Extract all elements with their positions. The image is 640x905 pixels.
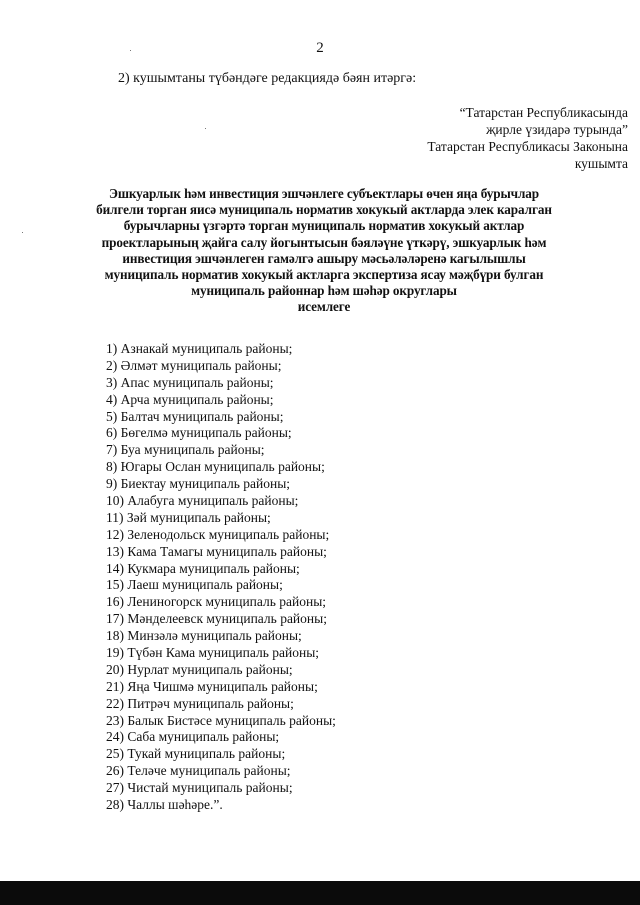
list-item: 20) Нурлат муниципаль районы;	[106, 661, 293, 677]
list-item: 15) Лаеш муниципаль районы;	[106, 577, 283, 593]
page-number: 2	[316, 40, 324, 56]
list-item: 10) Алабуга муниципаль районы;	[106, 493, 299, 509]
list-item: 11) Зәй муниципаль районы;	[106, 509, 271, 525]
attachment-caption	[328, 104, 628, 172]
document-heading	[70, 186, 578, 316]
list-item: 5) Балтач муниципаль районы;	[106, 408, 284, 424]
heading-line: исемлеге	[297, 299, 351, 315]
list-item: 16) Лениногорск муниципаль районы;	[106, 594, 327, 610]
list-item: 9) Биектау муниципаль районы;	[106, 476, 291, 492]
intro-paragraph: 2) кушымтаны түбәндәге редакциядә бәян итәргә:	[118, 71, 417, 86]
list-item: 25) Тукай муниципаль районы;	[106, 746, 286, 762]
heading-line: Эшкуарлык һәм инвестиция эшчәнлеге субъектлары өчен яңа бурычлар	[108, 186, 540, 201]
list-item: 6) Бөгелмә муниципаль районы;	[106, 425, 292, 441]
list-item: 14) Кукмара муниципаль районы;	[106, 560, 300, 576]
heading-line: муниципаль норматив хокукый актларга экспертиза ясау мәҗбүри булган	[104, 267, 544, 283]
attachment-caption-line: кушымта	[574, 156, 628, 171]
heading-line: бурычларны үзгәртә торган муниципаль норматив хокукый актлар	[123, 218, 525, 234]
attachment-caption-line: “Татарстан Республикасында	[459, 105, 628, 120]
list-item: 18) Минзәлә муниципаль районы;	[106, 628, 302, 644]
list-item: 7) Буа муниципаль районы;	[106, 442, 265, 458]
list-item: 23) Балык Бистәсе муниципаль районы;	[106, 712, 336, 728]
municipality-list	[106, 341, 336, 814]
list-item: 24) Саба муниципаль районы;	[106, 729, 280, 745]
attachment-caption-line: җирле үзидарә турында”	[486, 122, 628, 137]
scan-speck	[22, 232, 23, 233]
list-item: 17) Мәнделеевск муниципаль районы;	[106, 611, 327, 627]
list-item: 2) Әлмәт муниципаль районы;	[106, 357, 282, 373]
list-item: 22) Питрәч муниципаль районы;	[106, 695, 294, 711]
list-item: 19) Түбән Кама муниципаль районы;	[106, 645, 320, 661]
scan-speck	[205, 128, 206, 129]
list-item: 4) Арча муниципаль районы;	[106, 391, 274, 407]
list-item: 12) Зеленодольск муниципаль районы;	[106, 526, 330, 542]
heading-line: инвестиция эшчәнлеген гамәлгә ашыру мәсьәләләренә кагылышлы	[122, 250, 526, 266]
heading-line: билгели торган яисә муниципаль норматив хокукый актларда элек каралган	[96, 202, 552, 218]
attachment-caption-line: Татарстан Республикасы Законына	[427, 139, 628, 154]
list-item: 3) Апас муниципаль районы;	[106, 374, 274, 390]
list-item: 8) Югары Ослан муниципаль районы;	[106, 459, 325, 475]
list-item: 21) Яңа Чишмә муниципаль районы;	[106, 678, 318, 694]
list-item: 13) Кама Тамагы муниципаль районы;	[106, 543, 327, 559]
heading-line: муниципаль районнар һәм шәһәр округлары	[191, 283, 457, 299]
list-item: 1) Азнакай муниципаль районы;	[106, 341, 293, 356]
scan-speck	[130, 50, 131, 51]
heading-line: проектларының җайга салу йогынтысын бәяләүне үткәрү, эшкуарлык һәм	[101, 234, 547, 250]
list-item: 27) Чистай муниципаль районы;	[106, 780, 293, 796]
list-item: 28) Чаллы шәһәре.”.	[106, 797, 223, 813]
scan-border-bottom	[0, 881, 640, 905]
list-item: 26) Теләче муниципаль районы;	[106, 763, 291, 779]
